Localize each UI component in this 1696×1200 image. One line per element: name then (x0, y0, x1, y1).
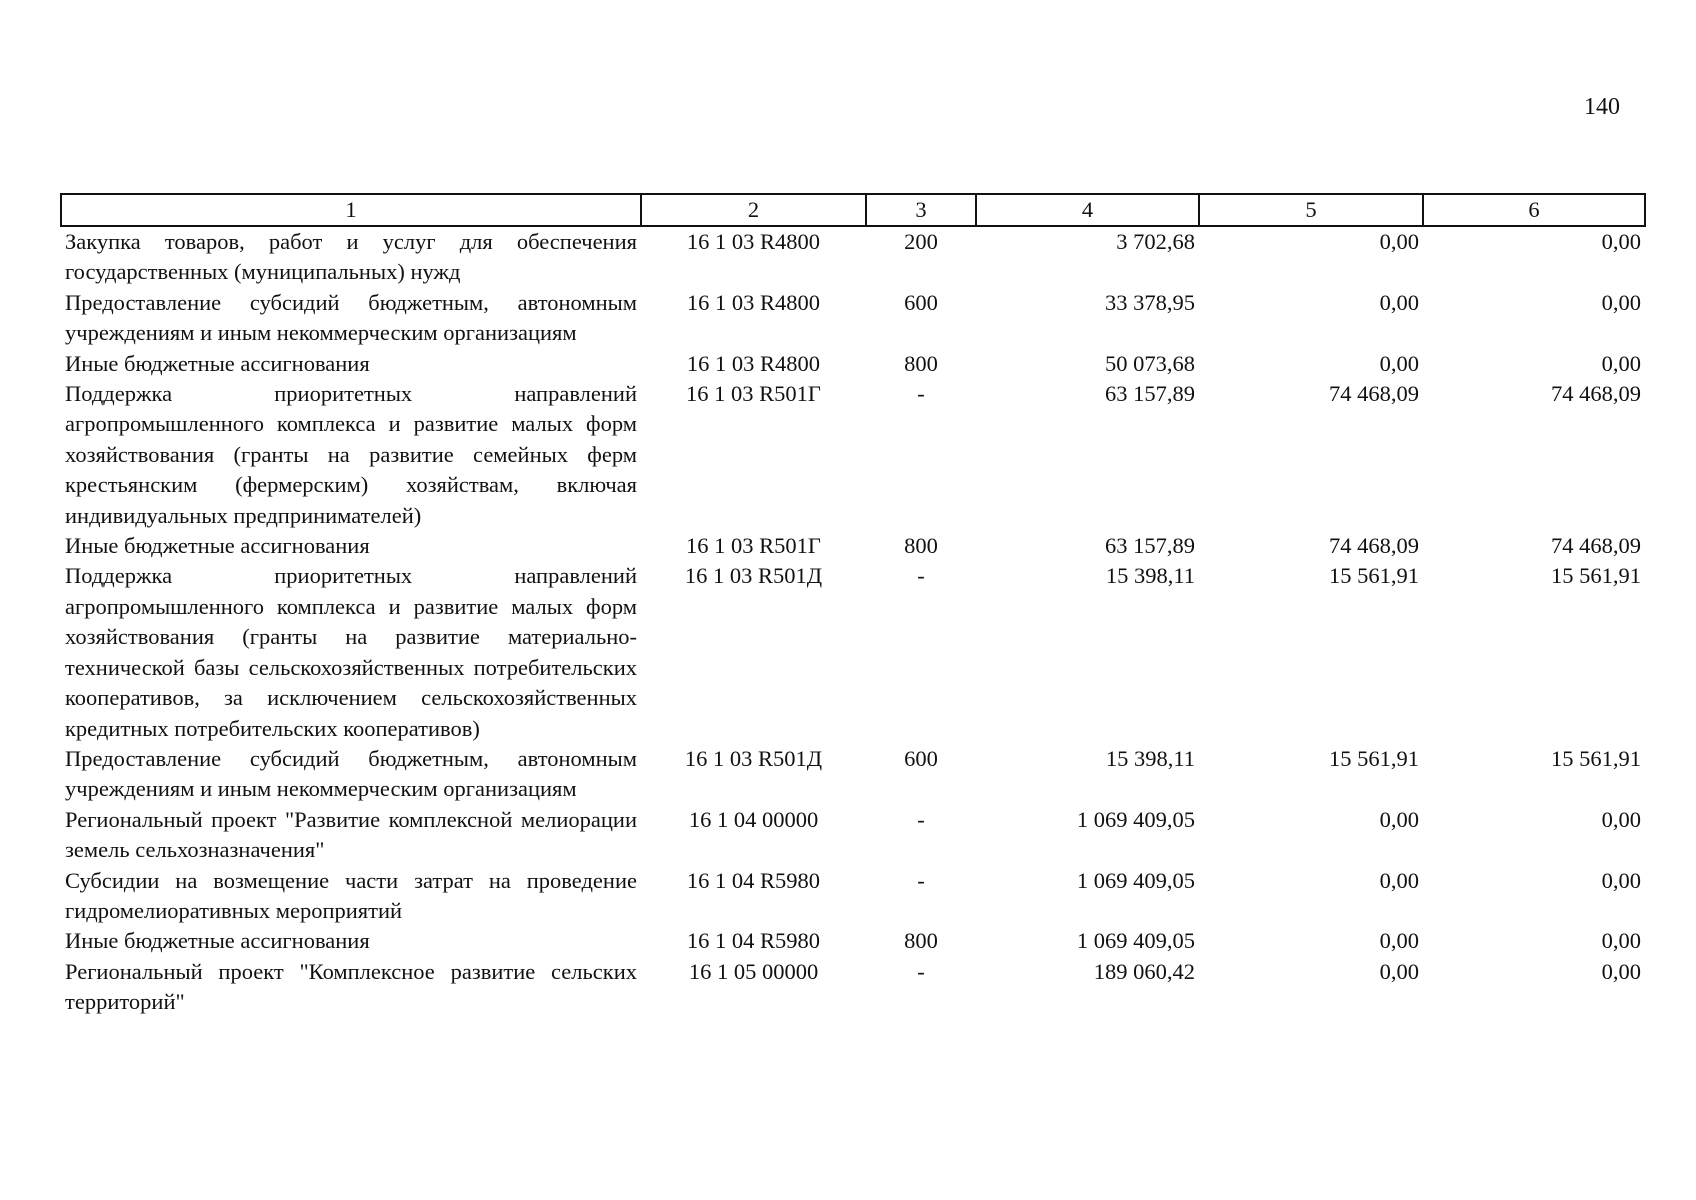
row-amount-col4: 189 060,42 (1093, 958, 1195, 984)
row-amount-col4: 1 069 409,05 (1076, 806, 1195, 832)
row-amount-col5: 15 561,91 (1329, 745, 1419, 771)
row-amount-col4: 15 398,11 (1105, 745, 1195, 771)
row-target-code: 16 1 05 00000 (688, 958, 819, 984)
row-target-code: 16 1 04 R5980 (686, 928, 821, 954)
row-description: Региональный проект "Развитие комплексной мелиорации земель сельхозназначения" (65, 806, 637, 863)
row-amount-col6: 0,00 (1601, 867, 1641, 893)
row-amount-col6: 0,00 (1601, 289, 1641, 315)
row-target-code: 16 1 03 R501Г (686, 533, 821, 559)
row-expense-type: - (917, 958, 925, 984)
table-header (61, 194, 1645, 226)
row-target-code: 16 1 03 R4800 (686, 289, 821, 315)
row-target-code: 16 1 03 R4800 (686, 350, 821, 376)
table-row (61, 288, 1645, 349)
row-description: Иные бюджетные ассигнования (65, 350, 370, 376)
row-amount-col5: 0,00 (1379, 289, 1419, 315)
row-amount-col5: 0,00 (1379, 928, 1419, 954)
column-header: 2 (641, 194, 866, 226)
row-amount-col6: 0,00 (1601, 350, 1641, 376)
table-row (61, 561, 1645, 743)
row-expense-type: 800 (904, 928, 938, 954)
row-amount-col5: 0,00 (1379, 958, 1419, 984)
row-expense-type: 600 (904, 745, 938, 771)
row-amount-col5: 0,00 (1379, 350, 1419, 376)
row-description: Предоставление субсидий бюджетным, автономным учреждениям и иным некоммерческим организациям (65, 289, 637, 346)
row-amount-col6: 0,00 (1601, 928, 1641, 954)
row-expense-type: - (917, 806, 925, 832)
column-header: 1 (61, 194, 641, 226)
row-expense-type: 800 (904, 533, 938, 559)
row-target-code: 16 1 04 00000 (688, 806, 819, 832)
row-amount-col4: 50 073,68 (1105, 350, 1195, 376)
row-amount-col5: 0,00 (1379, 806, 1419, 832)
row-amount-col4: 63 157,89 (1105, 381, 1195, 407)
row-description: Иные бюджетные ассигнования (65, 928, 370, 954)
row-expense-type: 800 (904, 350, 938, 376)
row-amount-col4: 1 069 409,05 (1076, 928, 1195, 954)
row-amount-col4: 3 702,68 (1116, 229, 1195, 254)
row-description: Иные бюджетные ассигнования (65, 533, 370, 559)
row-amount-col6: 0,00 (1601, 806, 1641, 832)
header-row (61, 194, 1645, 226)
row-amount-col6: 15 561,91 (1551, 563, 1641, 589)
table-row (61, 866, 1645, 927)
row-expense-type: 200 (904, 229, 938, 254)
row-amount-col6: 15 561,91 (1551, 745, 1641, 771)
row-amount-col4: 63 157,89 (1105, 533, 1195, 559)
row-amount-col4: 33 378,95 (1105, 289, 1195, 315)
row-amount-col4: 15 398,11 (1105, 563, 1195, 589)
row-description: Предоставление субсидий бюджетным, автономным учреждениям и иным некоммерческим организациям (65, 745, 637, 802)
row-description: Закупка товаров, работ и услуг для обеспечения государственных (муниципальных) нужд (65, 229, 637, 285)
row-expense-type: 600 (904, 289, 938, 315)
budget-table (60, 193, 1646, 1018)
row-description: Поддержка приоритетных направлений агропромышленного комплекса и развитие малых форм хозяйствования (гранты на развитие семейных ферм крестьянским (фермерским) хозяйствам, включая индивидуальных предпринимателей) (65, 381, 637, 528)
row-amount-col6: 74 468,09 (1551, 381, 1641, 407)
row-description: Региональный проект "Комплексное развитие сельских территорий" (65, 958, 637, 1015)
row-target-code: 16 1 03 R501Д (684, 563, 823, 589)
table-row (61, 379, 1645, 531)
column-header: 4 (976, 194, 1199, 226)
table-row (61, 531, 1645, 561)
row-expense-type: - (917, 381, 925, 407)
row-amount-col5: 0,00 (1379, 229, 1419, 254)
row-target-code: 16 1 03 R501Г (686, 381, 821, 407)
table-row (61, 226, 1645, 288)
row-expense-type: - (917, 563, 925, 589)
row-target-code: 16 1 03 R4800 (686, 229, 821, 254)
column-header: 3 (866, 194, 976, 226)
row-amount-col5: 15 561,91 (1329, 563, 1419, 589)
table-row (61, 957, 1645, 1018)
column-header: 5 (1199, 194, 1423, 226)
row-amount-col6: 74 468,09 (1551, 533, 1641, 559)
row-amount-col6: 0,00 (1601, 229, 1641, 254)
row-target-code: 16 1 04 R5980 (686, 867, 821, 893)
row-amount-col5: 74 468,09 (1329, 533, 1419, 559)
row-amount-col4: 1 069 409,05 (1076, 867, 1195, 893)
table-body (61, 226, 1645, 1018)
column-header: 6 (1423, 194, 1645, 226)
row-amount-col6: 0,00 (1601, 958, 1641, 984)
table-row (61, 744, 1645, 805)
table-row (61, 805, 1645, 866)
table-row (61, 349, 1645, 379)
row-expense-type: - (917, 867, 925, 893)
row-target-code: 16 1 03 R501Д (684, 745, 823, 771)
table-row (61, 926, 1645, 956)
row-description: Поддержка приоритетных направлений агропромышленного комплекса и развитие малых форм хозяйствования (гранты на развитие материально-технической базы сельскохозяйственных потребительских кооперативов, за исключением сельскохозяйственных кредитных потребительских кооперативов) (65, 563, 637, 741)
row-description: Субсидии на возмещение части затрат на проведение гидромелиоративных мероприятий (65, 867, 637, 923)
row-amount-col5: 0,00 (1379, 867, 1419, 893)
page-number: 140 (1584, 94, 1620, 120)
row-amount-col5: 74 468,09 (1329, 381, 1419, 407)
